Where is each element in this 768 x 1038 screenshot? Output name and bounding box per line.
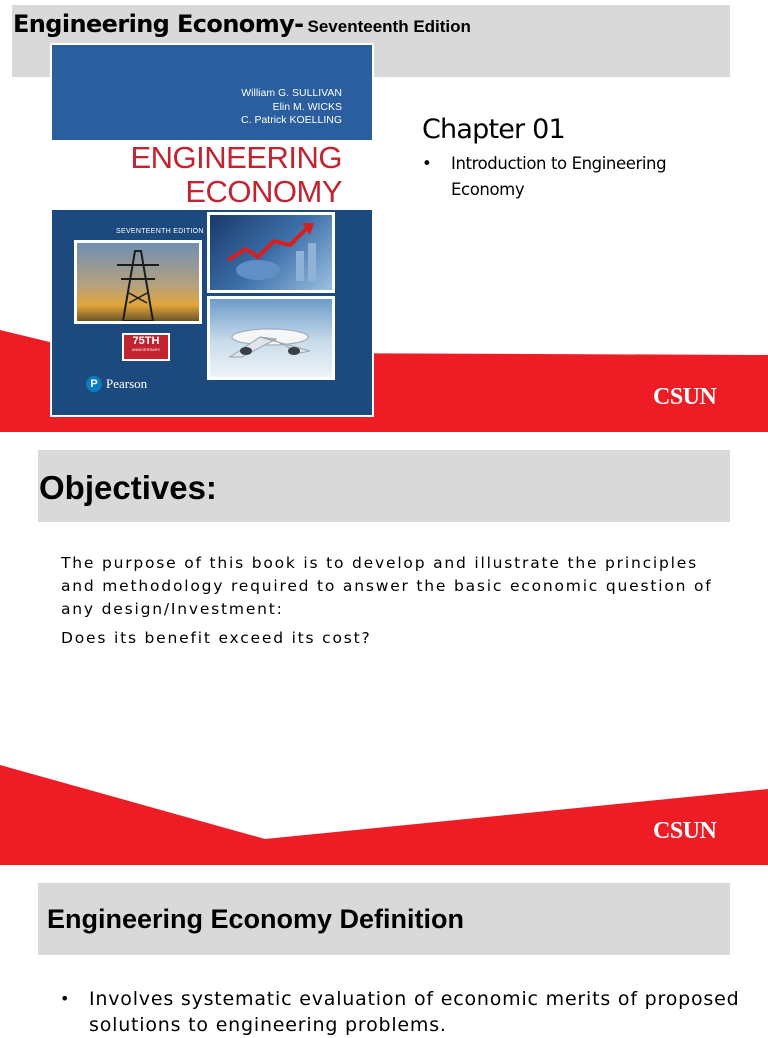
anniversary-number: 75TH (132, 335, 160, 347)
cover-edition-label: SEVENTEENTH EDITION (116, 228, 204, 235)
csun-logo: CSUN (653, 818, 717, 844)
publisher-name: Pearson (106, 376, 148, 391)
cover-title-line: ECONOMY (185, 174, 342, 209)
cover-authors (241, 87, 342, 128)
deck-title-main: Engineering Economy- (13, 10, 304, 38)
anniversary-badge (122, 333, 170, 361)
definition-bullet-list (60, 986, 740, 1038)
cover-author: William G. SULLIVAN (241, 87, 342, 99)
csun-logo: CSUN (653, 384, 717, 410)
book-cover-image (52, 45, 372, 415)
chapter-topic-list (422, 151, 722, 203)
deck-title-edition: Seventeenth Edition (307, 17, 471, 36)
objectives-body (61, 552, 721, 650)
growth-chart-photo (207, 212, 335, 293)
airplane-icon (210, 299, 332, 377)
objectives-question: Does its benefit exceed its cost? (61, 629, 372, 647)
slide-1 (0, 0, 768, 432)
deck-title (13, 10, 471, 38)
chapter-title: Chapter 01 (422, 114, 565, 145)
objectives-heading: Objectives: (39, 469, 217, 506)
airplane-photo (207, 296, 335, 380)
power-tower-icon (77, 243, 199, 321)
anniversary-label: ANNIVERSARY (131, 347, 161, 352)
definition-bullet: • Involves systematic evaluation of economic merits of proposed solutions to engineering problems. (60, 986, 740, 1038)
cover-title-line: ENGINEERING (130, 140, 342, 175)
pearson-logo-icon: P (86, 376, 102, 392)
cover-author: C. Patrick KOELLING (241, 114, 342, 126)
power-tower-photo (74, 240, 202, 324)
cover-author: Elin M. WICKS (272, 100, 342, 113)
objectives-paragraph: The purpose of this book is to develop and illustrate the principles and methodology required to answer the basic economic question of any design/Investment: (61, 554, 713, 618)
cover-book-title (130, 141, 342, 209)
rising-arrow-icon (210, 215, 332, 290)
chapter-topic-item: • Introduction to Engineering Economy (422, 151, 722, 203)
definition-heading: Engineering Economy Definition (47, 904, 465, 934)
